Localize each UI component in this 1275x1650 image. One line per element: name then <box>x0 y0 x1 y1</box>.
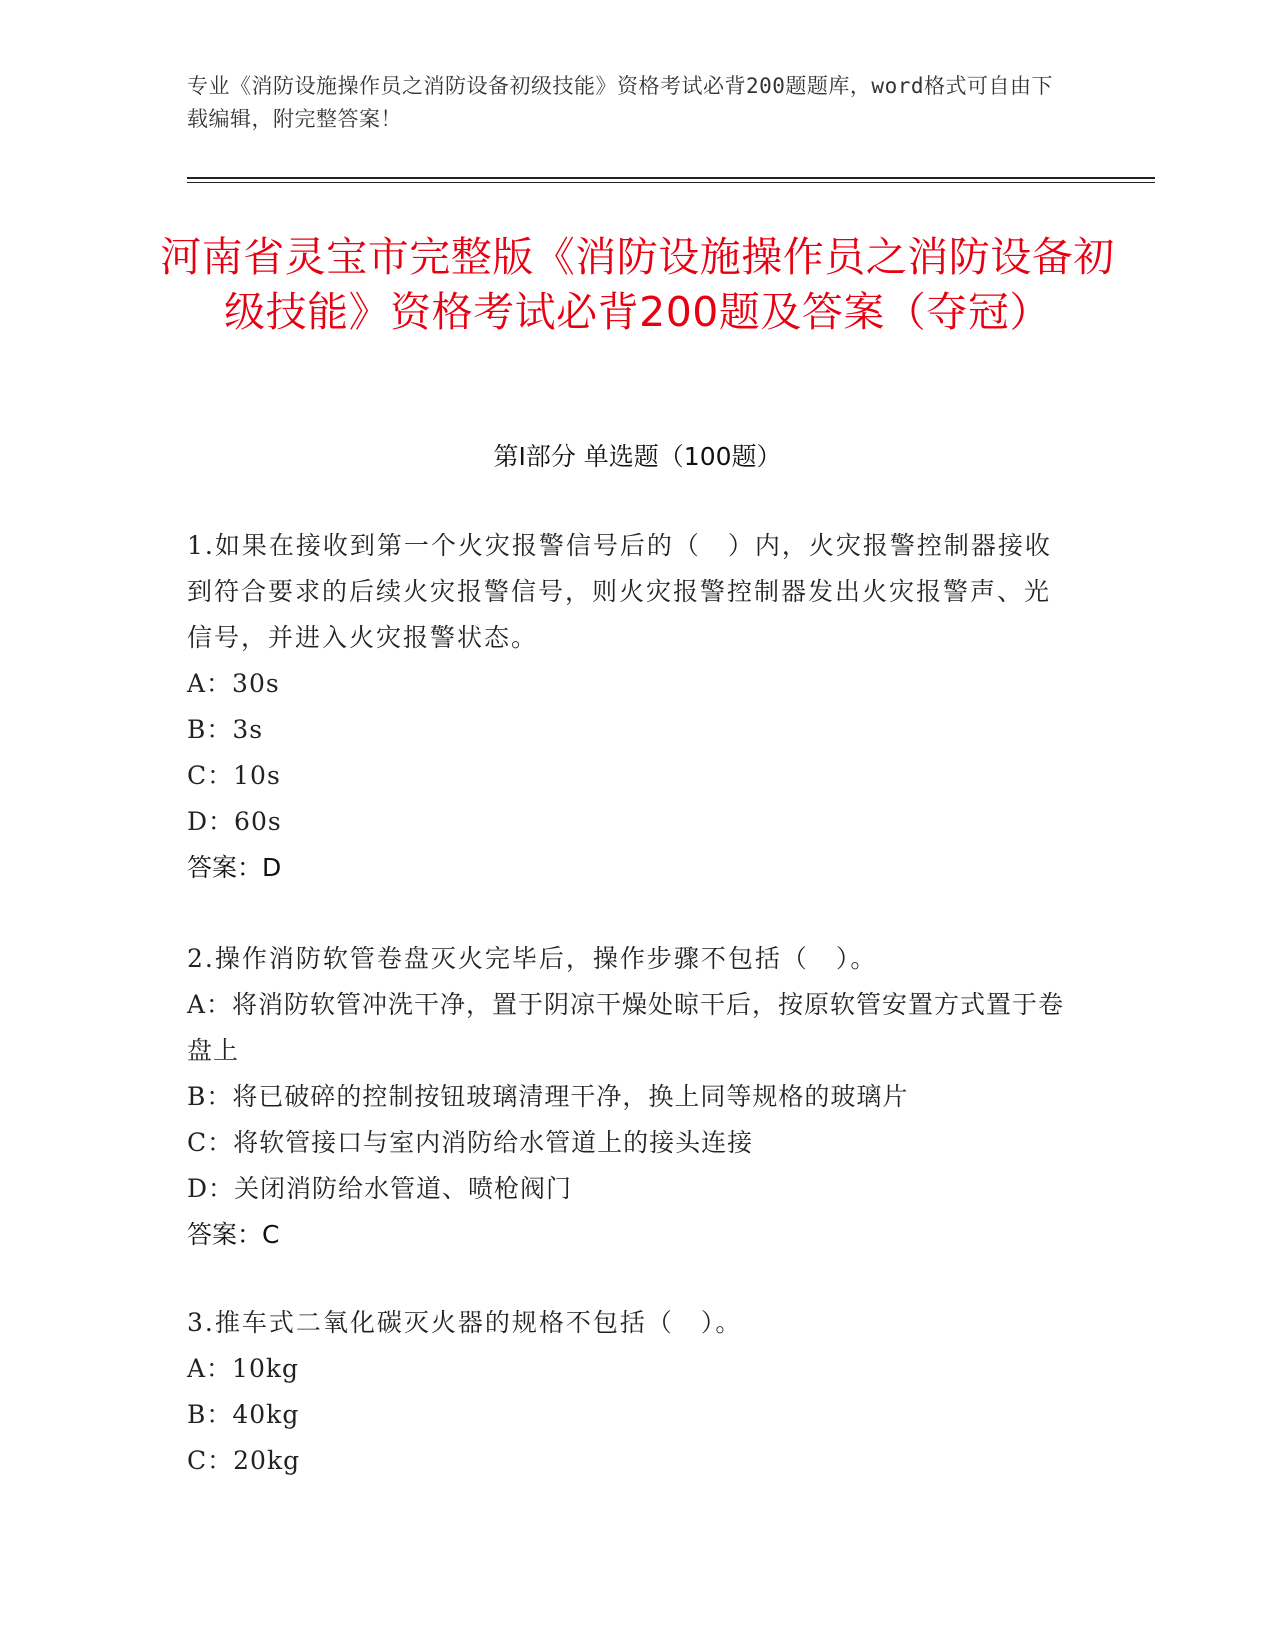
option-a: A：将消防软管冲洗干净，置于阴凉干燥处晾干后，按原软管安置方式置于卷盘上 <box>187 990 1065 1065</box>
question-stem: 1.如果在接收到第一个火灾报警信号后的（ ）内，火灾报警控制器接收到符合要求的后续火灾报警信号，则火灾报警控制器发出火灾报警声、光信号，并进入火灾报警状态。 <box>187 531 1052 652</box>
option-c: C：将软管接口与室内消防给水管道上的接头连接 <box>187 1128 754 1157</box>
header-note: 专业《消防设施操作员之消防设备初级技能》资格考试必背200题题库，word格式可自由下载编辑，附完整答案！ <box>187 74 1053 131</box>
option-d: D：关闭消防给水管道、喷枪阀门 <box>187 1174 573 1203</box>
option-b: B：40kg <box>187 1400 300 1429</box>
option-d: D：60s <box>187 807 282 836</box>
question-stem: 2.操作消防软管卷盘灭火完毕后，操作步骤不包括（ ）。 <box>187 944 878 973</box>
answer-line: 答案：D <box>187 853 282 882</box>
option-c: C：10s <box>187 761 281 790</box>
header-divider <box>187 177 1155 179</box>
option-a: A：10kg <box>187 1354 300 1383</box>
option-a: A：30s <box>187 669 280 698</box>
document-title: 河南省灵宝市完整版《消防设施操作员之消防设备初级技能》资格考试必背200题及答案（夺冠） <box>160 233 1115 336</box>
question-block <box>187 523 1067 891</box>
question-block <box>187 936 1067 1258</box>
question-stem: 3.推车式二氧化碳灭火器的规格不包括（ ）。 <box>187 1308 743 1337</box>
section-title: 第Ⅰ部分 单选题（100题） <box>493 442 782 471</box>
option-b: B：将已破碎的控制按钮玻璃清理干净，换上同等规格的玻璃片 <box>187 1082 909 1111</box>
option-c: C：20kg <box>187 1446 301 1475</box>
question-block <box>187 1300 1067 1484</box>
option-b: B：3s <box>187 715 264 744</box>
answer-line: 答案：C <box>187 1220 280 1249</box>
header-divider-thin <box>187 182 1155 183</box>
